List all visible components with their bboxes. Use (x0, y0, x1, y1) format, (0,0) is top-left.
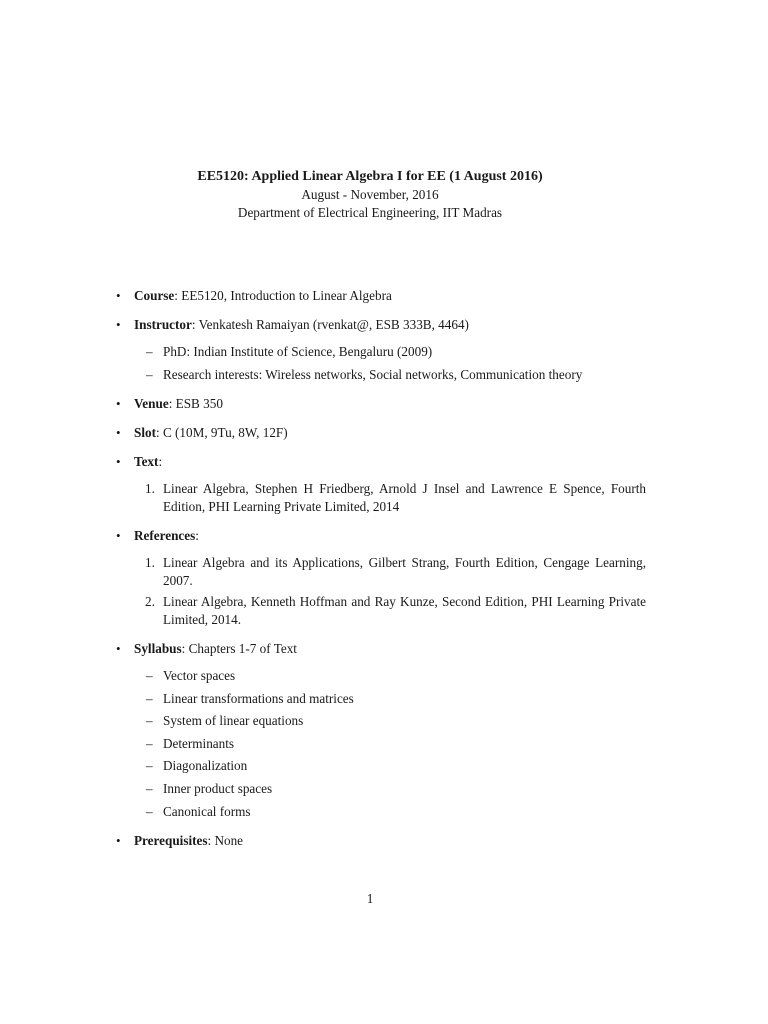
topic-label: System of linear equations (163, 713, 304, 729)
reference-entry (134, 593, 646, 629)
course-label: Course (134, 288, 175, 303)
document-header (0, 168, 740, 222)
bullet-icon: • (116, 424, 121, 440)
syllabus-topic (134, 735, 646, 753)
instructor-detail (134, 343, 646, 361)
references-item (116, 527, 646, 630)
dash-icon: – (146, 758, 153, 774)
instructor-item (116, 316, 646, 384)
venue-value: : ESB 350 (168, 395, 223, 411)
topic-label: Canonical forms (163, 803, 251, 819)
page-number: 1 (366, 891, 374, 906)
topic-label: Inner product spaces (163, 781, 273, 797)
topic-label: Diagonalization (163, 758, 248, 774)
dash-icon: – (146, 781, 153, 797)
instructor-phd: PhD: Indian Institute of Science, Bengaluru (2009) (163, 344, 433, 359)
prerequisites-item (116, 832, 646, 850)
instructor-detail (134, 366, 646, 384)
reference-list (134, 554, 646, 630)
syllabus-value: : Chapters 1-7 of Text (181, 641, 297, 657)
instructor-details (134, 343, 646, 384)
bullet-icon: • (116, 395, 121, 411)
reference-entry (134, 554, 646, 590)
bullet-icon: • (116, 288, 121, 303)
venue-item (116, 395, 646, 413)
syllabus-topics (134, 667, 646, 821)
term-dates: August - November, 2016 (301, 187, 439, 202)
references-colon: : (195, 527, 199, 543)
topic-label: Determinants (163, 735, 235, 751)
dash-icon: – (146, 668, 153, 684)
syllabus-label: Syllabus (134, 641, 182, 657)
department-name: Department of Electrical Engineering, IIT Madras (237, 205, 503, 220)
venue-label: Venue (134, 395, 169, 411)
dash-icon: – (146, 803, 153, 819)
text-label: Text (134, 453, 159, 469)
bullet-icon: • (116, 832, 121, 848)
text-item (116, 453, 646, 516)
syllabus-topic (134, 780, 646, 798)
course-item (116, 287, 646, 305)
dash-icon: – (146, 366, 153, 382)
bullet-icon: • (116, 317, 121, 332)
dash-icon: – (146, 344, 153, 359)
reference-number: 2. (145, 594, 155, 610)
reference-citation: Linear Algebra, Kenneth Hoffman and Ray Kunze, Second Edition, PHI Learning Private Limited, 2014. (163, 594, 646, 628)
prerequisites-label: Prerequisites (134, 832, 208, 848)
instructor-research: Research interests: Wireless networks, Social networks, Communication theory (163, 366, 583, 382)
syllabus-item (116, 640, 646, 821)
syllabus-topic (134, 757, 646, 775)
course-value: : EE5120, Introduction to Linear Algebra (174, 288, 392, 303)
document-title: EE5120: Applied Linear Algebra I for EE (1 August 2016) (197, 169, 543, 184)
syllabus-topic (134, 803, 646, 821)
topic-label: Linear transformations and matrices (163, 690, 354, 706)
bullet-icon: • (116, 453, 121, 469)
dash-icon: – (146, 735, 153, 751)
textbook-entry (134, 480, 646, 516)
textbook-list (134, 480, 646, 516)
text-colon: : (158, 453, 163, 469)
slot-label: Slot (134, 424, 156, 440)
prerequisites-value: : None (207, 832, 244, 848)
references-label: References (134, 527, 196, 543)
syllabus-topic (134, 690, 646, 708)
reference-number: 1. (145, 554, 155, 570)
syllabus-topic (134, 712, 646, 730)
instructor-label: Instructor (134, 317, 192, 332)
bullet-icon: • (116, 527, 121, 543)
syllabus-topic (134, 667, 646, 685)
bullet-icon: • (116, 641, 121, 657)
slot-value: : C (10M, 9Tu, 8W, 12F) (155, 424, 288, 440)
textbook-citation: Linear Algebra, Stephen H Friedberg, Arnold J Insel and Lawrence E Spence, Fourth Edition, PHI Learning Private Limited, 2014 (163, 480, 646, 514)
topic-label: Vector spaces (163, 668, 236, 684)
reference-citation: Linear Algebra and its Applications, Gilbert Strang, Fourth Edition, Cengage Learning, 2007. (163, 554, 646, 588)
instructor-value: : Venkatesh Ramaiyan (rvenkat@, ESB 333B, 4464) (191, 317, 469, 332)
course-info-list (116, 287, 646, 861)
slot-item (116, 424, 646, 442)
textbook-number: 1. (145, 480, 155, 496)
dash-icon: – (146, 690, 153, 706)
dash-icon: – (146, 713, 153, 729)
